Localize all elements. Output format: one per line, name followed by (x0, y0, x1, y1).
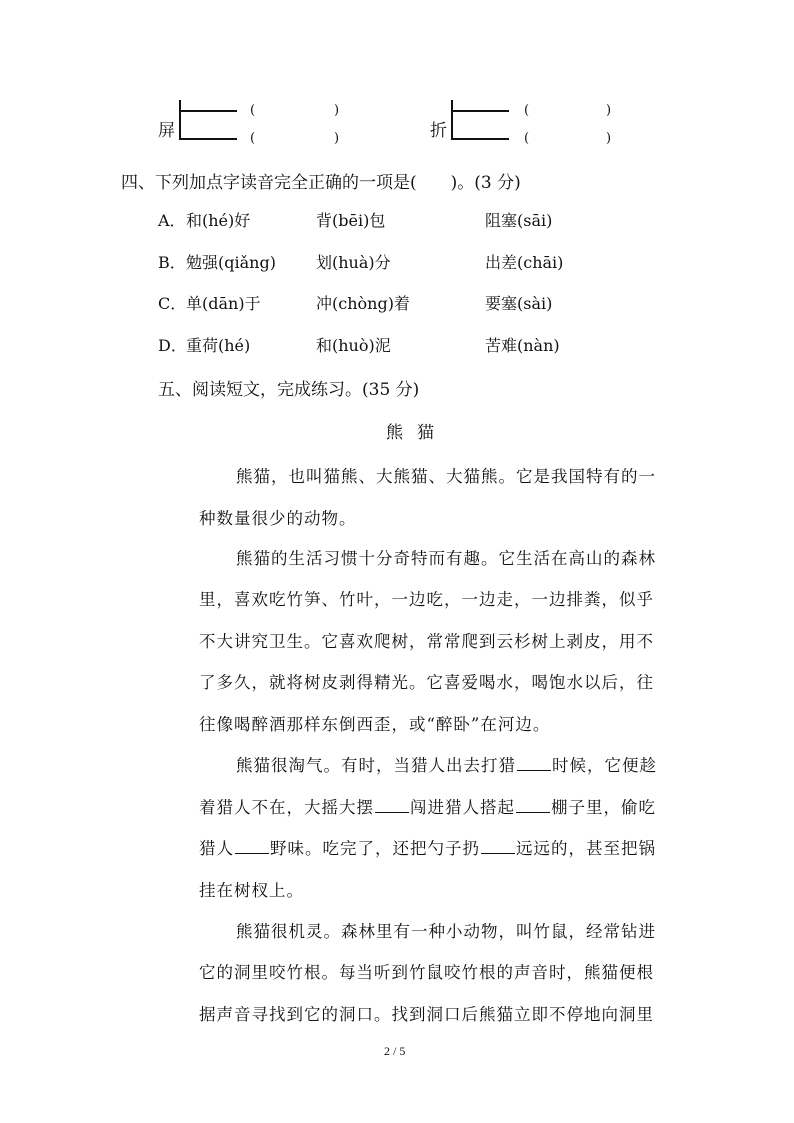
article-title: 熊猫 (386, 423, 448, 443)
answer-line (181, 138, 237, 140)
option-word: 单(dān)于 (186, 294, 261, 313)
option-letter: B． (158, 253, 186, 272)
question-5-title: 五、阅读短文，完成练习。(35 分) (158, 380, 420, 400)
paren-open: ( (524, 131, 530, 146)
brace-char: 屏 (158, 121, 175, 141)
paren-close: ) (334, 103, 340, 118)
fill-blank[interactable] (235, 839, 269, 854)
option-word: 和(huò)泥 (316, 336, 391, 355)
option-word: 要塞(sài) (485, 294, 553, 313)
text-segment: 远远的，甚至把锅 (516, 839, 656, 858)
text-segment: 闯进猎人搭起 (410, 798, 515, 817)
paragraph-line: 了多久，就将树皮剥得精光。它喜爱喝水，喝饱水以后，往 (199, 673, 654, 692)
option-letter: C． (158, 294, 187, 313)
option-word: 背(bēi)包 (316, 211, 386, 230)
text-segment: 熊猫很淘气。有时，当猎人出去打猎 (236, 756, 516, 775)
answer-line (453, 110, 509, 112)
paragraph-line: 熊猫的生活习惯十分奇特而有趣。它生活在高山的森林 (236, 549, 656, 568)
paragraph-line: 不大讲究卫生。它喜欢爬树，常常爬到云杉树上剥皮，用不 (199, 632, 654, 651)
paragraph-line (199, 794, 656, 818)
paragraph-line: 挂在树杈上。 (199, 881, 304, 900)
option-word: 勉强(qiǎng) (186, 253, 276, 272)
answer-line (453, 138, 509, 140)
brace-char: 折 (430, 121, 447, 141)
paren-close: ) (334, 131, 340, 146)
option-word: 冲(chòng)着 (316, 294, 410, 313)
brace-group-ping (158, 98, 358, 148)
option-word: 和(hé)好 (186, 211, 251, 230)
text-segment: 时候，它便趁 (552, 756, 657, 775)
brace-group-zhe (430, 98, 630, 148)
fill-blank[interactable] (375, 798, 409, 813)
option-word: 阻塞(sāi) (485, 211, 553, 230)
paragraph-line (199, 835, 656, 859)
paren-open: ( (250, 103, 256, 118)
paragraph-line (236, 752, 657, 776)
fill-blank[interactable] (516, 798, 550, 813)
option-letter: D． (158, 336, 187, 355)
text-segment: 野味。吃完了，还把勺子扔 (270, 839, 480, 858)
paragraph-line: 熊猫很机灵。森林里有一种小动物，叫竹鼠，经常钻进 (236, 922, 656, 941)
brace-bar (451, 100, 453, 140)
paren-close: ) (606, 131, 612, 146)
option-word: 苦难(nàn) (485, 336, 560, 355)
fill-blank[interactable] (481, 839, 515, 854)
page-number: 2 / 5 (384, 1044, 406, 1058)
paragraph-line: 种数量很少的动物。 (199, 509, 357, 528)
option-word: 划(huà)分 (316, 253, 391, 272)
option-word: 重荷(hé) (186, 336, 251, 355)
paren-open: ( (250, 131, 256, 146)
paragraph-line: 据声音寻找到它的洞口。找到洞口后熊猫立即不停地向洞里 (199, 1005, 654, 1024)
text-segment: 着猎人不在，大摇大摆 (199, 798, 374, 817)
paragraph-line: 熊猫，也叫猫熊、大熊猫、大猫熊。它是我国特有的一 (236, 467, 656, 486)
option-word: 出差(chāi) (485, 253, 564, 272)
text-segment: 猎人 (199, 839, 234, 858)
text-segment: 棚子里，偷吃 (551, 798, 656, 817)
option-letter: A． (158, 211, 186, 230)
paren-open: ( (524, 103, 530, 118)
brace-bar (179, 100, 181, 140)
paragraph-line: 里，喜欢吃竹笋、竹叶，一边吃，一边走，一边排粪，似乎 (199, 590, 654, 609)
question-4-title: 四、下列加点字读音完全正确的一项是( )。(3 分) (121, 173, 521, 193)
paragraph-line: 它的洞里咬竹根。每当听到竹鼠咬竹根的声音时，熊猫便根 (199, 963, 654, 982)
paragraph-line: 往像喝醉酒那样东倒西歪，或“醉卧”在河边。 (199, 715, 551, 734)
answer-line (181, 110, 237, 112)
paren-close: ) (606, 103, 612, 118)
fill-blank[interactable] (517, 756, 551, 771)
